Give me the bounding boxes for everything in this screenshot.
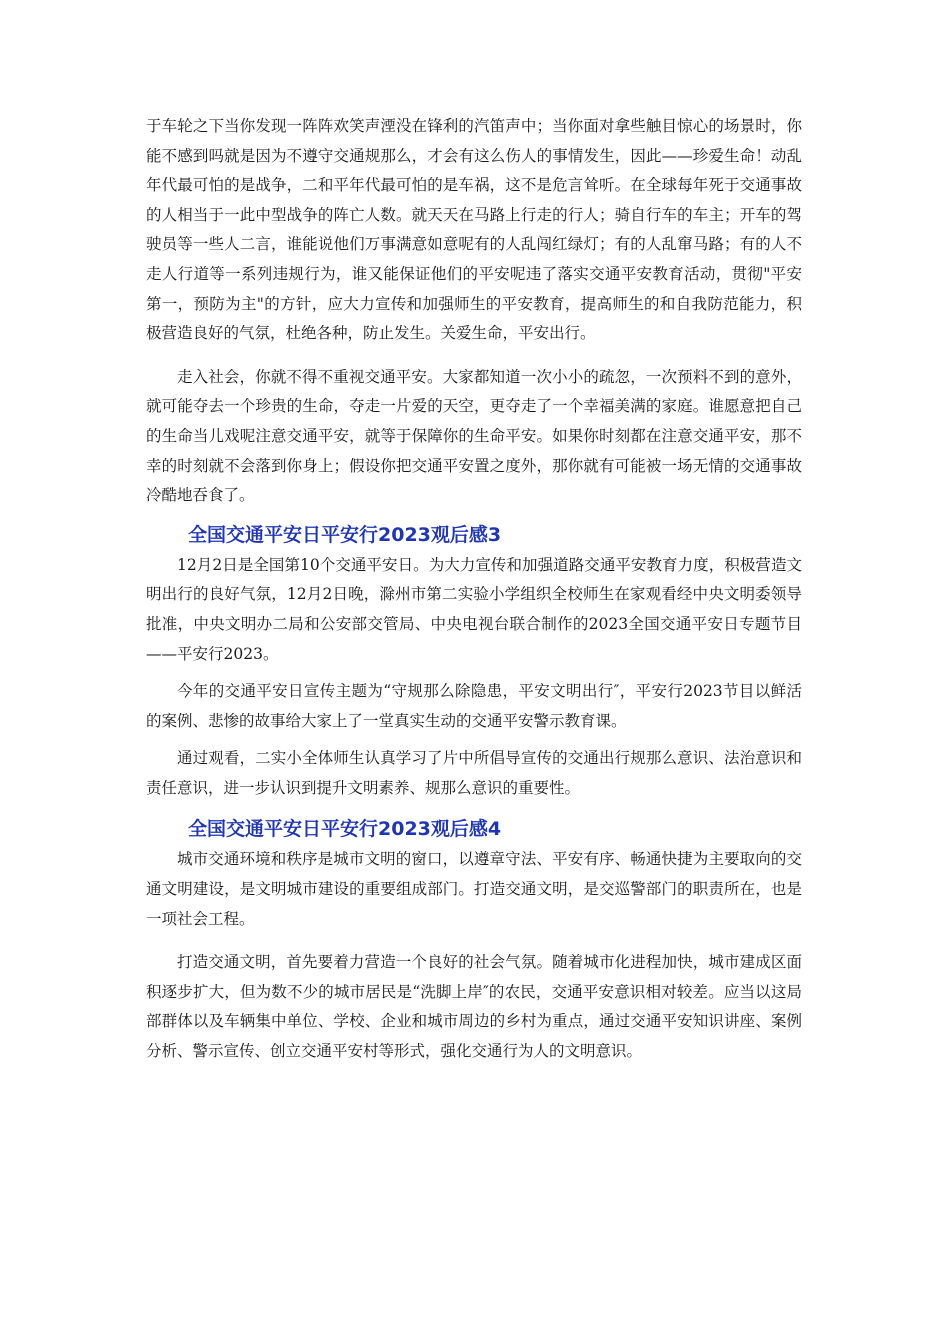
paragraph-continued: 于车轮之下当你发现一阵阵欢笑声湮没在锋利的汽笛声中；当你面对拿些触目惊心的场景时，你能不感到吗就是因为不遵守交通规那么，才会有这么伤人的事情发生，因此——珍爱生命！动乱年代最可怕的是战争，二和平年代最可怕的是车祸，这不是危言耸听。在全球每年死于交通事故的人相当于一此中型战争的阵亡人数。就天天在马路上行走的行人；骑自行车的车主；开车的驾驶员等一些人二言，谁能说他们万事满意如意呢有的人乱闯红绿灯；有的人乱窜马路；有的人不走人行道等一系列违规行为，谁又能保证他们的平安呢违了落实交通平安教育活动，贯彻"平安第一，预防为主"的方针，应大力宣传和加强师生的平安教育，提高师生的和自我防范能力，积极营造良好的气氛，杜绝各种，防止发生。关爱生命，平安出行。 <box>146 117 802 343</box>
section-4-paragraph-2: 打造交通文明，首先要着力营造一个良好的社会气氛。随着城市化进程加快，城市建成区面积逐步扩大，但为数不少的城市居民是“洗脚上岸″的农民，交通平安意识相对较差。应当以这局部群体以及车辆集中单位、学校、企业和城市周边的乡村为重点，通过交通平安知识讲座、案例分析、警示宣传、创立交通平安村等形式，强化交通行为人的文明意识。 <box>146 953 802 1061</box>
document-page <box>146 112 802 1067</box>
section-3-paragraph-2: 今年的交通平安日宣传主题为“守规那么除隐患，平安文明出行″，平安行2023节目以鲜活的案例、悲惨的故事给大家上了一堂真实生动的交通平安警示教育课。 <box>146 682 802 730</box>
paragraph-traffic-safety: 走入社会，你就不得不重视交通平安。大家都知道一次小小的疏忽，一次预料不到的意外，就可能夺去一个珍贵的生命，夺走一片爱的天空，更夺走了一个幸福美满的家庭。谁愿意把自己的生命当儿戏呢注意交通平安，就等于保障你的生命平安。如果你时刻都在注意交通平安，那不幸的时刻就不会落到你身上；假设你把交通平安置之度外，那你就有可能被一场无情的交通事故冷酷地吞食了。 <box>146 367 802 505</box>
section-4-paragraph-1: 城市交通环境和秩序是城市文明的窗口，以遵章守法、平安有序、畅通快捷为主要取向的交通文明建设，是文明城市建设的重要组成部门。打造交通文明，是交巡警部门的职责所在，也是一项社会工程。 <box>146 850 802 928</box>
section-3-paragraph-3: 通过观看，二实小全体师生认真学习了片中所倡导宣传的交通出行规那么意识、法治意识和责任意识，进一步认识到提升文明素养、规那么意识的重要性。 <box>146 749 802 797</box>
section-3-paragraph-1: 12月2日是全国第10个交通平安日。为大力宣传和加强道路交通平安教育力度，积极营造文明出行的良好气氛，12月2日晚，滁州市第二实验小学组织全校师生在家观看经中央文明委领导批准，中央文明办二局和公安部交管局、中央电视台联合制作的2023全国交通平安日专题节目——平安行2023。 <box>146 555 802 663</box>
section-4-heading: 全国交通平安日平安行2023观后感4 <box>188 818 502 841</box>
section-3-heading: 全国交通平安日平安行2023观后感3 <box>188 523 502 546</box>
